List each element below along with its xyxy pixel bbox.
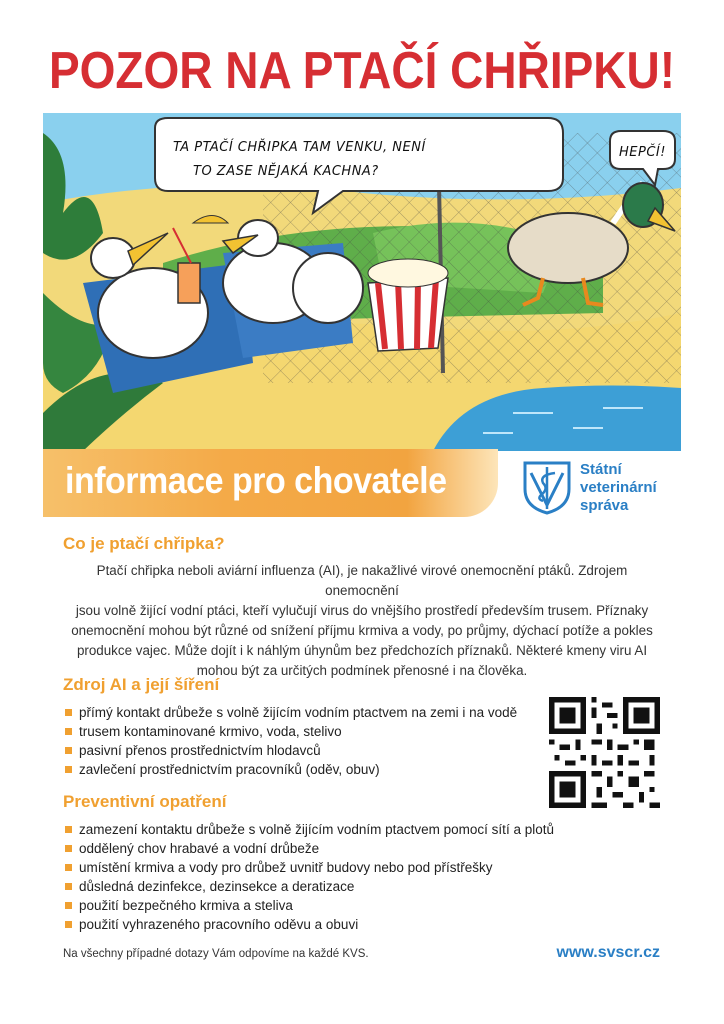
organization-line1: Státní (580, 461, 622, 478)
speech-main-line1: TA PTAČÍ CHŘIPKA TAM VENKU, NENÍ (173, 140, 426, 155)
organization-name (580, 461, 690, 515)
list-item: oddělený chov hrabavé a vodní drůbeže (63, 839, 554, 858)
list-item: pasivní přenos prostřednictvím hlodavců (63, 741, 517, 760)
speech-main-line2: TO ZASE NĚJAKÁ KACHNA? (193, 164, 379, 179)
banner-title: informace pro chovatele (65, 460, 447, 502)
organization-line2: veterinární (580, 479, 657, 496)
section1-paragraph (63, 561, 661, 681)
list-item: umístění krmiva a vody pro drůbež uvnitř budovy nebo pod přístřešky (63, 858, 554, 877)
footer-note: Na všechny případné dotazy Vám odpovíme na každé KVS. (63, 948, 369, 960)
section2-list (63, 703, 517, 779)
section2-heading: Zdroj AI a její šíření (63, 675, 220, 694)
cartoon-illustration (43, 113, 681, 451)
svs-shield-icon (521, 459, 573, 515)
section1-line: Ptačí chřipka neboli aviární influenza (AI), je nakažlivé virové onemocnění ptáků. Zdrojem onemocnění (96, 563, 628, 598)
list-item: zamezení kontaktu drůbeže s volně žijícím vodním ptactvem pomocí sítí a plotů (63, 820, 554, 839)
section1-line: onemocnění mohou být různé od snížení příjmu krmiva a vody, po průjmy, dýchací potíže a pokles (71, 623, 653, 638)
list-item: použití bezpečného krmiva a steliva (63, 896, 554, 915)
page-title: POZOR NA PTAČÍ CHŘIPKU! (48, 41, 676, 100)
section3-heading: Preventivní opatření (63, 792, 227, 811)
list-item: použití vyhrazeného pracovního oděvu a obuvi (63, 915, 554, 934)
qr-code[interactable] (549, 697, 660, 808)
section1-line: mohou být za určitých podmínek přenosné i na člověka. (196, 663, 528, 678)
organization-line3: správa (580, 497, 629, 514)
website-link[interactable]: www.svscr.cz (556, 944, 660, 961)
list-item: zavlečení prostřednictvím pracovníků (oděv, obuv) (63, 760, 517, 779)
list-item: přímý kontakt drůbeže s volně žijícím vodním ptactvem na zemi i na vodě (63, 703, 517, 722)
list-item: trusem kontaminované krmivo, voda, stelivo (63, 722, 517, 741)
list-item: důsledná dezinfekce, dezinsekce a deratizace (63, 877, 554, 896)
section1-heading: Co je ptačí chřipka? (63, 534, 225, 553)
section1-line: produkce vajec. Může dojít i k náhlým úhynům bez předchozích příznaků. Některé kmeny viru AI (76, 643, 648, 658)
section3-list (63, 820, 554, 934)
speech-duck: HEPČÍ! (619, 145, 666, 160)
section1-line: jsou volně žijící vodní ptáci, kteří vylučují virus do vnějšího prostředí především trusem. Příznaky (75, 603, 649, 618)
